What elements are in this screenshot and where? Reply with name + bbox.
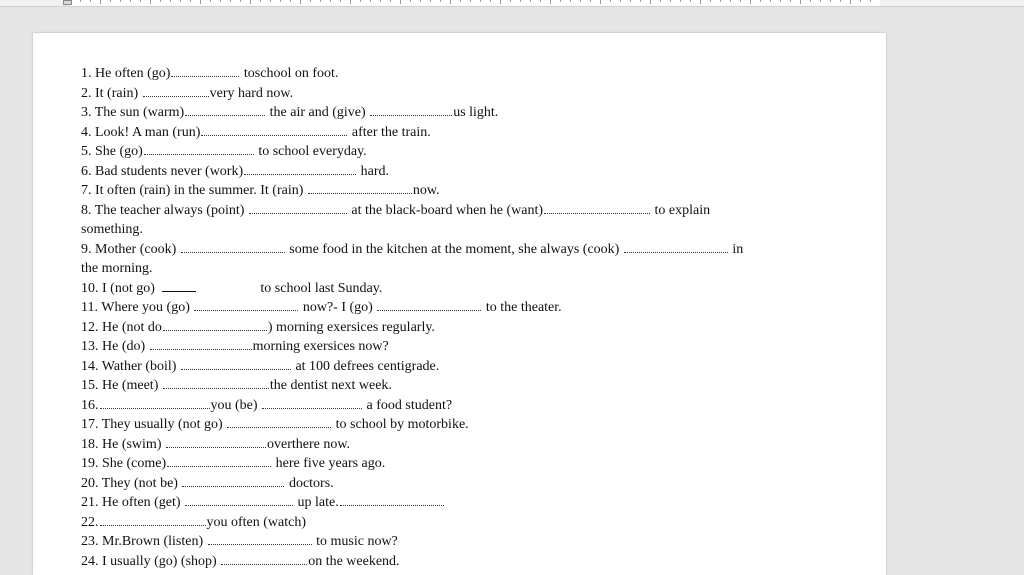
exercise-line (81, 357, 801, 377)
ruler-tick (290, 0, 291, 2)
answer-blank (185, 494, 293, 506)
exercise-line (81, 376, 801, 396)
exercise-line (81, 279, 801, 299)
ruler-tick (80, 0, 81, 2)
ruler-tick (580, 0, 581, 2)
exercise-text: doctors. (285, 475, 334, 491)
ruler-tick (420, 0, 421, 2)
answer-blank (624, 241, 728, 253)
exercise-line (81, 240, 801, 260)
ruler-tick (100, 0, 101, 4)
exercise-line (81, 84, 801, 104)
answer-blank (171, 65, 239, 77)
ruler-tick (220, 0, 221, 2)
exercise-text: to explain (651, 202, 711, 218)
exercise-text: 11. Where you (go) (81, 300, 194, 315)
ruler-tick (730, 0, 731, 2)
ruler-tick (150, 0, 151, 4)
exercise-text: the dentist next week. (269, 378, 392, 393)
ruler-tick (770, 0, 771, 2)
ruler-tick (630, 0, 631, 2)
exercise-line (81, 103, 801, 123)
exercise-text: 17. They usually (not go) (81, 417, 227, 432)
answer-blank (162, 280, 196, 292)
ruler-tick (330, 0, 331, 2)
ruler-tick (720, 0, 721, 2)
ruler-tick (640, 0, 641, 2)
exercise-text: 4. Look! A man (run) (81, 124, 201, 140)
answer-blank (340, 494, 444, 506)
answer-blank (181, 358, 291, 370)
answer-blank (249, 202, 347, 214)
answer-blank (227, 416, 331, 428)
exercise-text: to school everyday. (254, 144, 367, 159)
ruler-tick (820, 0, 821, 2)
exercise-text: 3. The sun (warm) (81, 105, 185, 120)
ruler-tick (380, 0, 381, 2)
exercise-text: 1. He often (go) (81, 66, 171, 81)
exercise-text: 15. He (meet) (81, 378, 162, 393)
exercise-text: now?- I (go) (299, 300, 377, 315)
ruler-tick (440, 0, 441, 2)
ruler-tick (750, 0, 751, 4)
answer-blank (167, 455, 271, 467)
ruler-tick (480, 0, 481, 2)
exercise-list (81, 64, 801, 571)
exercise-text: 23. Mr.Brown (listen) (81, 534, 207, 549)
exercise-line (81, 259, 801, 279)
exercise-line (81, 493, 801, 513)
ruler-tick (860, 0, 861, 2)
answer-blank (185, 104, 265, 116)
exercise-line (81, 532, 801, 552)
ruler-tick (500, 0, 501, 4)
answer-blank (201, 124, 347, 136)
exercise-text: 21. He often (get) (81, 495, 185, 510)
ruler-tick (530, 0, 531, 2)
exercise-text: 18. He (swim) (81, 436, 165, 452)
exercise-line (81, 181, 801, 201)
exercise-text: to music now? (312, 534, 398, 549)
ruler-tick (490, 0, 491, 2)
exercise-text: at 100 defrees centigrade. (291, 358, 440, 374)
exercise-line (81, 64, 801, 84)
ruler-tick (410, 0, 411, 2)
exercise-text: here five years ago. (272, 456, 386, 471)
ruler-text-area (70, 0, 880, 6)
exercise-text: 24. I usually (go) (shop) (81, 553, 221, 569)
ruler-tick (260, 0, 261, 2)
ruler-tick (90, 0, 91, 2)
answer-blank (244, 163, 356, 175)
exercise-line (81, 162, 801, 182)
horizontal-ruler[interactable] (0, 0, 1024, 7)
ruler-tick (670, 0, 671, 2)
exercise-text: 22. (81, 514, 99, 530)
ruler-tick (300, 0, 301, 4)
exercise-text: us light. (453, 105, 499, 120)
exercise-text: the air and (give) (266, 105, 370, 120)
answer-blank (143, 85, 209, 97)
exercise-text: 7. It often (rain) in the summer. It (rain) (81, 183, 307, 198)
exercise-line (81, 513, 801, 533)
answer-blank (144, 143, 254, 155)
ruler-tick (600, 0, 601, 4)
exercise-line (81, 396, 801, 416)
answer-blank (308, 182, 412, 194)
answer-blank (181, 241, 285, 253)
exercise-line (81, 201, 801, 221)
ruler-tick (570, 0, 571, 2)
exercise-text: toschool on foot. (243, 66, 339, 81)
exercise-text: very hard now. (209, 85, 294, 101)
ruler-tick (800, 0, 801, 4)
exercise-text: 12. He (not do (81, 319, 162, 335)
ruler-tick (320, 0, 321, 2)
exercise-text: to the theater. (482, 300, 562, 315)
exercise-line (81, 142, 801, 162)
ruler-tick (190, 0, 191, 2)
ruler-tick (650, 0, 651, 4)
ruler-tick (370, 0, 371, 2)
exercise-text: the morning. (81, 261, 153, 276)
exercise-text: 19. She (come) (81, 456, 167, 471)
answer-blank (262, 397, 362, 409)
ruler-tick (560, 0, 561, 2)
document-page (33, 33, 886, 575)
ruler-tick (740, 0, 741, 2)
ruler-tick (230, 0, 231, 2)
exercise-text: you (be) (210, 397, 262, 413)
exercise-text: 20. They (not be) (81, 475, 182, 491)
exercise-text: to school by motorbike. (332, 417, 469, 432)
ruler-tick (760, 0, 761, 2)
exercise-text: 6. Bad students never (work) (81, 163, 244, 179)
exercise-line (81, 123, 801, 143)
answer-blank (208, 533, 312, 545)
exercise-text: 10. I (not go) (81, 280, 159, 296)
ruler-tick (270, 0, 271, 2)
ruler-tick (360, 0, 361, 2)
ruler-tick (250, 0, 251, 4)
ruler-tick (340, 0, 341, 2)
ruler-tick (710, 0, 711, 2)
exercise-line (81, 318, 801, 338)
ruler-tick (120, 0, 121, 2)
exercise-line (81, 337, 801, 357)
ruler-tick (130, 0, 131, 2)
ruler-tick (140, 0, 141, 2)
ruler-tick (870, 0, 871, 2)
exercise-text: up late. (294, 495, 339, 510)
exercise-text: 14. Wather (boil) (81, 358, 180, 374)
ruler-tick (790, 0, 791, 2)
ruler-tick (350, 0, 351, 4)
exercise-text: to school last Sunday. (260, 280, 383, 296)
exercise-text: morning exersices now? (252, 339, 389, 354)
ruler-tick (400, 0, 401, 4)
ruler-tick (780, 0, 781, 2)
ruler-tick (660, 0, 661, 2)
answer-blank (182, 475, 284, 487)
ruler-tick (510, 0, 511, 2)
answer-blank (194, 299, 298, 311)
ruler-tick (550, 0, 551, 4)
ruler-tick (540, 0, 541, 2)
ruler-tick (240, 0, 241, 2)
exercise-text: 5. She (go) (81, 144, 143, 159)
ruler-tick (280, 0, 281, 2)
ruler-tick (840, 0, 841, 2)
exercise-text: overthere now. (267, 436, 351, 452)
answer-blank (544, 202, 650, 214)
exercise-text: at the black-board when he (want) (347, 202, 544, 218)
exercise-line (81, 454, 801, 474)
answer-blank (370, 104, 452, 116)
ruler-tick (610, 0, 611, 2)
ruler-tick (830, 0, 831, 2)
ruler-tick (460, 0, 461, 2)
ruler-tick (210, 0, 211, 2)
ruler-tick (200, 0, 201, 4)
answer-blank (166, 436, 266, 448)
exercise-text: 13. He (do) (81, 339, 149, 354)
exercise-text: something. (81, 222, 143, 237)
ruler-tick (430, 0, 431, 2)
ruler-tick (810, 0, 811, 2)
ruler-tick (470, 0, 471, 2)
exercise-text: hard. (357, 163, 390, 179)
answer-blank (163, 319, 267, 331)
ruler-tick (390, 0, 391, 2)
answer-blank (150, 338, 252, 350)
answer-blank (377, 299, 481, 311)
exercise-line (81, 220, 801, 240)
answer-blank (163, 377, 269, 389)
ruler-tick (680, 0, 681, 2)
answer-blank (100, 397, 210, 409)
ruler-tick (700, 0, 701, 4)
exercise-text: on the weekend. (308, 553, 400, 569)
exercise-text: 9. Mother (cook) (81, 241, 180, 257)
ruler-tick (450, 0, 451, 4)
ruler-tick (850, 0, 851, 4)
exercise-text: 8. The teacher always (point) (81, 202, 248, 218)
ruler-tick (160, 0, 161, 2)
ruler-tick (180, 0, 181, 2)
answer-blank (100, 514, 206, 526)
ruler-tick (310, 0, 311, 2)
ruler-tick (110, 0, 111, 2)
exercise-text: some food in the kitchen at the moment, she always (cook) (285, 241, 623, 257)
exercise-line (81, 474, 801, 494)
exercise-line (81, 552, 801, 572)
answer-blank (221, 553, 307, 565)
exercise-text: you often (watch) (206, 514, 307, 530)
exercise-text: a food student? (363, 397, 453, 413)
ruler-tick (170, 0, 171, 2)
ruler-tick (690, 0, 691, 2)
exercise-text: 16. (81, 397, 99, 413)
ruler-tick (520, 0, 521, 2)
exercise-text: now. (412, 183, 440, 198)
exercise-text: 2. It (rain) (81, 85, 142, 101)
ruler-tick (620, 0, 621, 2)
ruler-tick (590, 0, 591, 2)
exercise-text: in (728, 241, 744, 257)
exercise-line (81, 298, 801, 318)
exercise-text: ) morning exersices regularly. (267, 319, 435, 335)
exercise-text: after the train. (348, 124, 431, 140)
exercise-line (81, 435, 801, 455)
ruler-indent-marker[interactable] (63, 0, 72, 5)
exercise-line (81, 415, 801, 435)
